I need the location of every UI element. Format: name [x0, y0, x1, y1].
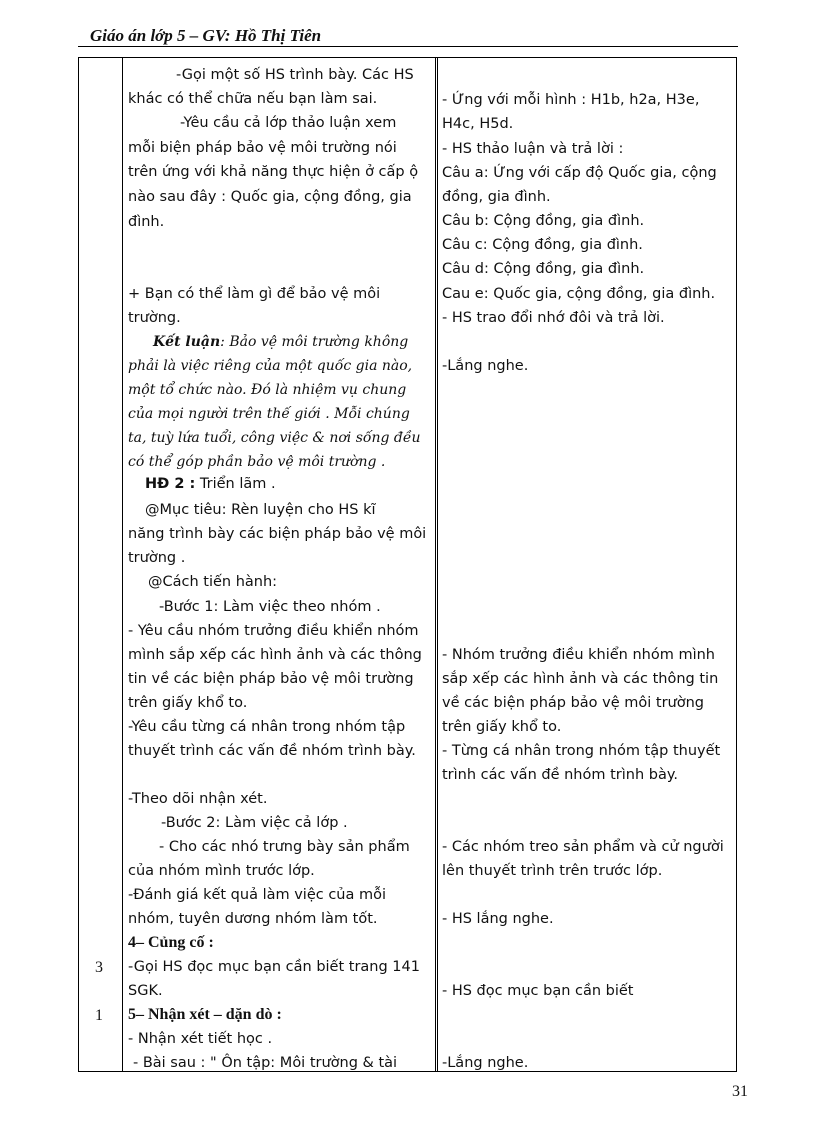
time-cell: 3	[95, 959, 103, 976]
time-cell: 1	[95, 1007, 103, 1024]
conclusion-label: Kết luận	[153, 334, 221, 350]
header-rule	[78, 46, 738, 47]
section-heading: 4– Củng cố :	[128, 934, 214, 951]
teacher-line: trên giấy khổ to.	[128, 695, 248, 711]
teacher-line: -Đánh giá kết quả làm việc của mỗi	[128, 887, 387, 903]
student-line: đồng, gia đình.	[442, 189, 551, 205]
conclusion-line: phải là việc riêng của một quốc gia nào,	[128, 358, 413, 374]
teacher-line: -Yêu cầu từng cá nhân trong nhóm tập	[128, 719, 406, 735]
student-line: - Nhóm trưởng điều khiển nhóm mình	[442, 647, 716, 663]
page-header: Giáo án lớp 5 – GV: Hồ Thị Tiên	[90, 26, 322, 45]
teacher-line: @Cách tiến hành:	[148, 574, 278, 590]
student-line: Câu c: Cộng đồng, gia đình.	[442, 237, 643, 253]
teacher-line: -Theo dõi nhận xét.	[128, 791, 268, 807]
teacher-line: trường .	[128, 550, 186, 566]
teacher-line: SGK.	[128, 983, 163, 999]
teacher-line: - Cho các nhó trưng bày sản phẩm	[159, 839, 410, 855]
teacher-line: mình sắp xếp các hình ảnh và các thông	[128, 647, 422, 663]
teacher-line: -Gọi HS đọc mục bạn cần biết trang 141	[128, 959, 420, 975]
conclusion-text: : Bảo vệ môi trường không	[220, 334, 409, 350]
student-line: -Lắng nghe.	[442, 358, 529, 374]
teacher-line: - Nhận xét tiết học .	[128, 1031, 273, 1047]
teacher-line: mỗi biện pháp bảo vệ môi trường nói	[128, 140, 397, 156]
teacher-line: -Yêu cầu cả lớp thảo luận xem	[180, 115, 397, 131]
student-line: trên giấy khổ to.	[442, 719, 562, 735]
teacher-line: -Bước 1: Làm việc theo nhóm .	[159, 599, 381, 615]
student-line: - HS lắng nghe.	[442, 911, 554, 927]
student-line: - Từng cá nhân trong nhóm tập thuyết	[442, 743, 721, 759]
teacher-line: nhóm, tuyên dương nhóm làm tốt.	[128, 911, 378, 927]
student-line: Cau e: Quốc gia, cộng đồng, gia đình.	[442, 286, 716, 302]
student-line: Câu d: Cộng đồng, gia đình.	[442, 261, 645, 277]
activity-heading	[145, 472, 525, 496]
student-line: H4c, H5d.	[442, 116, 514, 132]
activity-title: Triển lãm .	[195, 476, 276, 492]
page-number: 31	[732, 1083, 748, 1100]
teacher-line: trên ứng với khả năng thực hiện ở cấp ộ	[128, 164, 419, 180]
student-line: - HS trao đổi nhớ đôi và trả lời.	[442, 310, 665, 326]
activity-label: HĐ 2 :	[145, 476, 196, 492]
teacher-line: - Bài sau : " Ôn tập: Môi trường & tài	[133, 1055, 398, 1071]
teacher-line: đình.	[128, 214, 165, 230]
teacher-line: của nhóm mình trước lớp.	[128, 863, 315, 879]
conclusion-line: có thể góp phần bảo vệ môi trường .	[128, 454, 386, 470]
conclusion-line: của mọi người trên thế giới . Mỗi chúng	[128, 406, 410, 422]
teacher-line: khác có thể chữa nếu bạn làm sai.	[128, 91, 378, 107]
col-divider-time	[122, 58, 123, 1071]
student-line: trình các vấn đề nhóm trình bày.	[442, 767, 678, 783]
teacher-line: -Bước 2: Làm việc cả lớp .	[161, 815, 348, 831]
section-heading: 5– Nhận xét – dặn dò :	[128, 1006, 282, 1023]
teacher-line: thuyết trình các vấn đề nhóm trình bày.	[128, 743, 416, 759]
conclusion-line	[153, 330, 533, 354]
student-line: sắp xếp các hình ảnh và các thông tin	[442, 671, 719, 687]
teacher-line: + Bạn có thể làm gì để bảo vệ môi	[128, 286, 381, 302]
student-line: - HS đọc mục bạn cần biết	[442, 983, 634, 999]
teacher-line: @Mục tiêu: Rèn luyện cho HS kĩ	[145, 502, 376, 518]
teacher-line: - Yêu cầu nhóm trưởng điều khiển nhóm	[128, 623, 419, 639]
student-line: - Ứng với mỗi hình : H1b, h2a, H3e,	[442, 92, 700, 108]
teacher-line: tin về các biện pháp bảo vệ môi trường	[128, 671, 414, 687]
student-line: - HS thảo luận và trả lời :	[442, 141, 624, 157]
student-line: Câu a: Ứng với cấp độ Quốc gia, cộng	[442, 165, 717, 181]
teacher-line: nào sau đây : Quốc gia, cộng đồng, gia	[128, 189, 412, 205]
student-line: về các biện pháp bảo vệ môi trường	[442, 695, 705, 711]
lesson-table	[78, 57, 737, 1072]
student-line: - Các nhóm treo sản phẩm và cử người	[442, 839, 724, 855]
student-line: lên thuyết trình trên trước lớp.	[442, 863, 663, 879]
teacher-line: năng trình bày các biện pháp bảo vệ môi	[128, 526, 427, 542]
conclusion-line: một tổ chức nào. Đó là nhiệm vụ chung	[128, 382, 407, 398]
student-line: Câu b: Cộng đồng, gia đình.	[442, 213, 645, 229]
teacher-line: -Gọi một số HS trình bày. Các HS	[176, 67, 414, 83]
conclusion-line: ta, tuỳ lứa tuổi, công việc & nơi sống đều	[128, 430, 421, 446]
teacher-line: trường.	[128, 310, 181, 326]
student-line: -Lắng nghe.	[442, 1055, 529, 1071]
